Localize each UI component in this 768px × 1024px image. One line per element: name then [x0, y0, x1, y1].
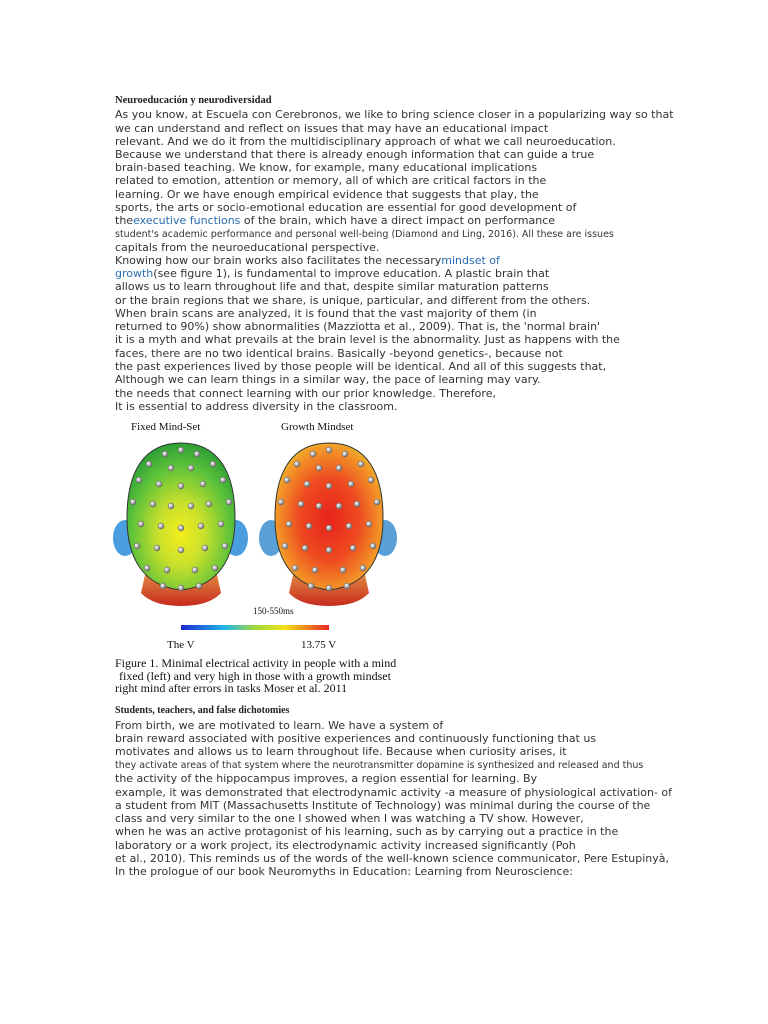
scale-max-label: 13.75 V: [301, 639, 337, 650]
scale-min-label: The V: [167, 639, 195, 650]
growth-mindset-label: Growth Mindset: [281, 421, 354, 433]
paragraph-line-mindset: [115, 254, 500, 267]
paragraph-line: learning. Or we have enough empirical evidence that suggests that play, the: [115, 188, 539, 201]
paragraph-line: motivates and allows us to learn throughout life. Because when curiosity arises, it: [115, 745, 567, 758]
text-segment: the: [115, 214, 134, 227]
figure-caption-line: right mind after errors in tasks Moser et al. 2011: [115, 681, 348, 695]
paragraph-line: when he was an active protagonist of his learning, such as by carrying out a practice in the: [115, 825, 619, 838]
paragraph-line: faces, there are no two identical brains. Basically -beyond genetics-, because not: [115, 347, 563, 360]
paragraph-line: the needs that connect learning with our prior knowledge. Therefore,: [115, 387, 496, 400]
paragraph-line: As you know, at Escuela con Cerebronos, we like to bring science closer in a popularizing way so that: [115, 108, 674, 121]
paragraph-line: et al., 2010). This reminds us of the words of the well-known science communicator, Pere Estupinyà,: [115, 852, 669, 865]
paragraph-line: From birth, we are motivated to learn. We have a system of: [115, 719, 444, 732]
paragraph-line-small: student's academic performance and personal well-being (Diamond and Ling, 2016). All these are issues: [115, 229, 614, 240]
paragraph-line: or the brain regions that we share, is unique, particular, and different from the others.: [115, 294, 591, 307]
time-window-label: 150-550ms: [253, 606, 294, 616]
paragraph-line: laboratory or a work project, its electrodynamic activity increased significantly (Poh: [115, 839, 576, 852]
paragraph-line: the past experiences lived by those people will be identical. And all of this suggests that,: [115, 360, 607, 373]
paragraph-line: brain-based teaching. We know, for example, many educational implications: [115, 161, 538, 174]
paragraph-line: returned to 90%) show abnormalities (Mazziotta et al., 2009). That is, the 'normal brain': [115, 320, 601, 333]
paragraph-line: Although we can learn things in a similar way, the pace of learning may vary.: [115, 373, 541, 386]
paragraph-line: capitals from the neuroeducational perspective.: [115, 241, 380, 254]
mindset-of-growth-link[interactable]: mindset of: [441, 254, 500, 267]
paragraph-line: it is a myth and what prevails at the brain level is the abnormality. Just as happens with the: [115, 333, 620, 346]
figure-caption-line: Figure 1. Minimal electrical activity in people with a mind: [115, 656, 397, 670]
text-segment: Knowing how our brain works also facilitates the necessary: [115, 254, 442, 267]
paragraph-line: we can understand and reflect on issues that may have an educational impact: [115, 122, 549, 135]
executive-functions-link[interactable]: executive functions: [133, 214, 241, 227]
section-heading-students: Students, teachers, and false dichotomies: [115, 705, 290, 716]
paragraph-line: In the prologue of our book Neuromyths in Education: Learning from Neuroscience:: [115, 865, 574, 878]
paragraph-line: brain reward associated with positive experiences and continuously functioning that us: [115, 732, 597, 745]
paragraph-line: When brain scans are analyzed, it is found that the vast majority of them (in: [115, 307, 537, 320]
paragraph-line: the activity of the hippocampus improves, a region essential for learning. By: [115, 772, 538, 785]
paragraph-line: allows us to learn throughout life and that, despite similar maturation patterns: [115, 280, 549, 293]
paragraph-line: related to emotion, attention or memory, all of which are critical factors in the: [115, 174, 547, 187]
fixed-mindset-label: Fixed Mind-Set: [131, 421, 201, 433]
text-segment: (see figure 1), is fundamental to improve education. A plastic brain that: [153, 267, 550, 280]
mindset-of-growth-link[interactable]: growth: [115, 267, 154, 280]
paragraph-line-executive: [115, 214, 555, 227]
paragraph-line: example, it was demonstrated that electrodynamic activity -a measure of physiological activation- of: [115, 786, 673, 799]
text-segment: of the brain, which have a direct impact on performance: [240, 214, 556, 227]
paragraph-line: sports, the arts or socio-emotional education are essential for good development of: [115, 201, 577, 214]
eeg-head-maps: [113, 418, 403, 650]
paragraph-line: a student from MIT (Massachusetts Institute of Technology) was minimal during the course of the: [115, 799, 651, 812]
paragraph-line: It is essential to address diversity in the classroom.: [115, 400, 398, 413]
paragraph-line: Because we understand that there is already enough information that can guide a true: [115, 148, 595, 161]
color-scale-bar: [181, 625, 329, 630]
paragraph-line-small: they activate areas of that system where the neurotransmitter dopamine is synthesized and released and thus: [115, 760, 644, 771]
brain-activity-figure: [113, 418, 403, 650]
figure-caption-line: fixed (left) and very high in those with a growth mindset: [119, 669, 391, 683]
paragraph-line: class and very similar to the one I showed when I was watching a TV show. However,: [115, 812, 584, 825]
paragraph-line: relevant. And we do it from the multidisciplinary approach of what we call neuroeducation.: [115, 135, 616, 148]
section-heading-neuroeducation: Neuroeducación y neurodiversidad: [115, 95, 272, 106]
paragraph-line-growth: [115, 267, 549, 280]
